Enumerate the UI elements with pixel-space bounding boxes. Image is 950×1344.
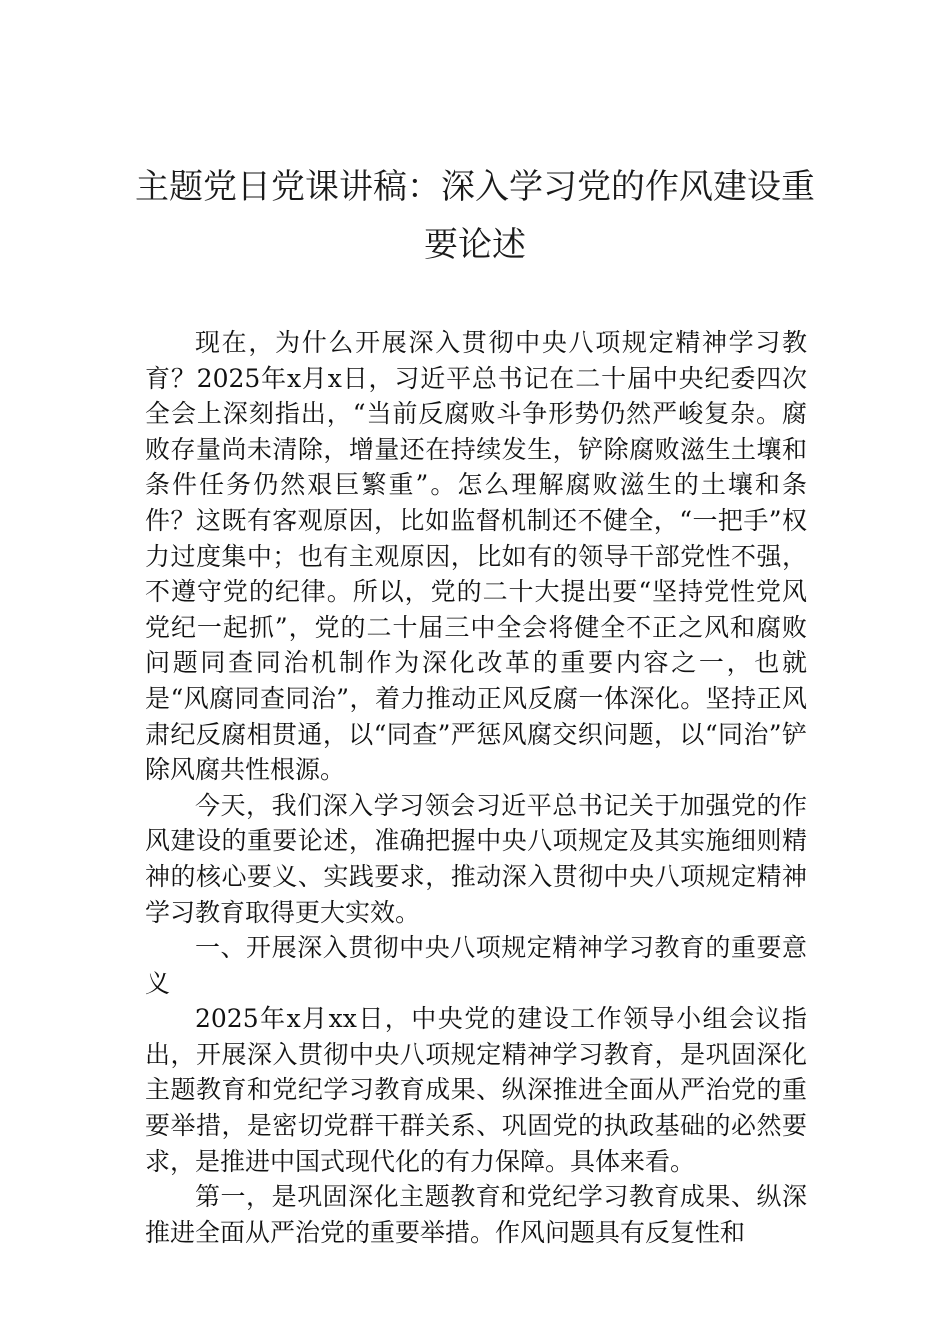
document-body — [145, 325, 807, 1250]
document-title: 主题党日党课讲稿：深入学习党的作风建设重要论述 — [135, 167, 815, 265]
paragraph-meeting: 2025年x月xx日，中央党的建设工作领导小组会议指出，开展深入贯彻中央八项规定精神学习教育，是巩固深化主题教育和党纪学习教育成果、纵深推进全面从严治党的重要举措，是密切党群干群关系、巩固党的执政基础的必然要求，是推进中国式现代化的有力保障。具体来看。 — [145, 1004, 807, 1176]
paragraph-first-point: 第一，是巩固深化主题教育和党纪学习教育成果、纵深推进全面从严治党的重要举措。作风问题具有反复性和 — [145, 1182, 807, 1247]
paragraph-intro: 现在，为什么开展深入贯彻中央八项规定精神学习教育？2025年x月x日，习近平总书记在二十届中央纪委四次全会上深刻指出，“当前反腐败斗争形势仍然严峻复杂。腐败存量尚未清除，增量还在持续发生，铲除腐败滋生土壤和条件任务仍然艰巨繁重”。怎么理解腐败滋生的土壤和条件？这既有客观原因，比如监督机制还不健全，“一把手”权力过度集中；也有主观原因，比如有的领导干部党性不强，不遵守党的纪律。所以，党的二十大提出要“坚持党性党风党纪一起抓”，党的二十届三中全会将健全不正之风和腐败问题同查同治机制作为深化改革的重要内容之一，也就是“风腐同查同治”，着力推动正风反腐一体深化。坚持正风肃纪反腐相贯通，以“同查”严惩风腐交织问题，以“同治”铲除风腐共性根源。 — [145, 328, 807, 785]
paragraph-today: 今天，我们深入学习领会习近平总书记关于加强党的作风建设的重要论述，准确把握中央八项规定及其实施细则精神的核心要义、实践要求，推动深入贯彻中央八项规定精神学习教育取得更大实效。 — [145, 790, 807, 927]
section-heading-1: 一、开展深入贯彻中央八项规定精神学习教育的重要意义 — [145, 933, 807, 998]
